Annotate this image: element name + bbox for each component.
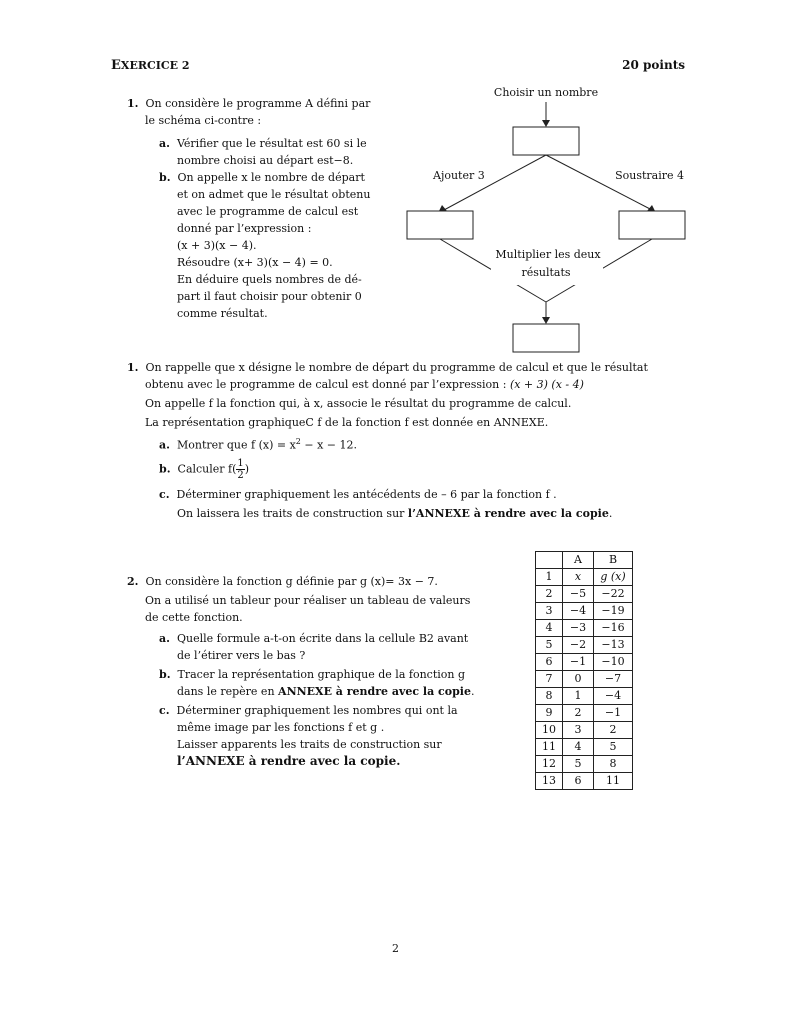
diagram-multiply-line1: Multiplier les deux <box>495 248 601 261</box>
q2-b-line2: dans le repère en <box>177 685 279 698</box>
cell-a: −5 <box>563 586 594 603</box>
row-number-cell: 5 <box>536 637 563 654</box>
q1-b-line5: (x + 3)(x − 4). <box>177 239 257 252</box>
q1b-c-line2: On laissera les traits de construction sur <box>177 506 408 520</box>
q1-b-line9: comme résultat. <box>177 307 268 320</box>
cell-a: x <box>563 569 594 586</box>
q1b-line1: On rappelle que x désigne le nombre de départ du programme de calcul et que le résultat <box>145 361 648 374</box>
diagram-right-label: Soustraire 4 <box>615 169 684 182</box>
q2-c-line3: Laisser apparents les traits de construction sur <box>177 738 442 751</box>
q2-c-line2: même image par les fonctions f et g . <box>177 721 385 734</box>
table-row <box>536 739 633 756</box>
q1b-a-exponent: 2 <box>295 437 301 446</box>
q1b-b-text: Calculer f( <box>177 462 237 476</box>
cell-b: 2 <box>594 722 633 739</box>
q2-line1: On considère la fonction g définie par g (x)= 3x − 7. <box>145 575 438 588</box>
cell-b: g (x) <box>594 569 633 586</box>
subq-label-a: a. <box>159 137 170 150</box>
cell-a: −3 <box>563 620 594 637</box>
table-row <box>536 722 633 739</box>
q1b-a-text: Montrer que f (x) = x <box>176 438 296 452</box>
cell-b: 8 <box>594 756 633 773</box>
row-number-cell: 8 <box>536 688 563 705</box>
q1-a-line1: Vérifier que le résultat est 60 si le <box>176 137 367 150</box>
q2-a-line2: de l’étirer vers le bas ? <box>177 649 306 662</box>
diagram-start-label: Choisir un nombre <box>493 86 599 99</box>
table-row <box>536 637 633 654</box>
cell-b: −4 <box>594 688 633 705</box>
program-flow-diagram <box>400 80 700 360</box>
values-table <box>535 551 633 790</box>
q2-line2: On a utilisé un tableur pour réaliser un tableau de valeurs <box>145 594 471 607</box>
corner-cell <box>536 552 563 569</box>
row-number-cell: 13 <box>536 773 563 790</box>
cell-a: −2 <box>563 637 594 654</box>
cell-b: −19 <box>594 603 633 620</box>
column-header-b: B <box>594 552 633 569</box>
row-number-cell: 3 <box>536 603 563 620</box>
subq-label-c: c. <box>159 704 170 717</box>
row-number-cell: 7 <box>536 671 563 688</box>
annex-instruction: ANNEXE à rendre avec la copie <box>278 685 471 698</box>
question-1 <box>127 95 397 322</box>
annex-instruction: l’ANNEXE à rendre avec la copie <box>407 506 609 520</box>
cell-b: −16 <box>594 620 633 637</box>
subq-label-b: b. <box>159 668 171 681</box>
points-label: 20 points <box>622 58 685 72</box>
row-number-cell: 4 <box>536 620 563 637</box>
add-result-box <box>407 211 473 239</box>
q1-b-line4: donné par l’expression : <box>177 222 312 235</box>
table-row <box>536 569 633 586</box>
q1-b-line1: On appelle x le nombre de départ <box>177 171 365 184</box>
output-box <box>513 324 579 352</box>
q2-c-line4: l’ANNEXE à rendre avec la copie. <box>177 754 401 768</box>
fraction-one-half: $\frac{1}{2}$ <box>237 457 244 481</box>
subq-label-c: c. <box>159 487 170 501</box>
cell-a: 6 <box>563 773 594 790</box>
row-number-cell: 1 <box>536 569 563 586</box>
q1b-line4: La représentation graphiqueC f de la fonction f est donnée en ANNEXE. <box>145 416 549 429</box>
cell-b: −10 <box>594 654 633 671</box>
cell-b: −22 <box>594 586 633 603</box>
q1b-a-text-end: − x − 12. <box>300 438 358 452</box>
page-number: 2 <box>392 942 399 955</box>
q1-a-line2: nombre choisi au départ est−8. <box>177 154 354 167</box>
table-row <box>536 756 633 773</box>
input-box <box>513 127 579 155</box>
arrow-head-1 <box>542 120 550 127</box>
arrow-right <box>546 155 652 210</box>
exercise-title: EXERCICE 2 <box>111 58 190 73</box>
q1-intro-line1: On considère le programme A défini par <box>145 97 371 110</box>
cell-b: 5 <box>594 739 633 756</box>
diagram-left-label: Ajouter 3 <box>433 169 485 182</box>
subq-label-a: a. <box>159 438 170 452</box>
row-number-cell: 12 <box>536 756 563 773</box>
table-row <box>536 671 633 688</box>
q1-b-line2: et on admet que le résultat obtenu <box>177 188 371 201</box>
subtract-result-box <box>619 211 685 239</box>
subq-label-a: a. <box>159 632 170 645</box>
table-row <box>536 603 633 620</box>
cell-a: 5 <box>563 756 594 773</box>
cell-a: 0 <box>563 671 594 688</box>
cell-b: −7 <box>594 671 633 688</box>
cell-a: −4 <box>563 603 594 620</box>
subq-label-b: b. <box>159 462 171 476</box>
cell-a: 3 <box>563 722 594 739</box>
row-number-cell: 10 <box>536 722 563 739</box>
diagram-multiply-line2: résultats <box>521 266 571 279</box>
row-number-cell: 2 <box>536 586 563 603</box>
arrow-left <box>444 155 546 210</box>
row-number-cell: 9 <box>536 705 563 722</box>
q1-b-line7: En déduire quels nombres de dé- <box>177 273 362 286</box>
column-header-a: A <box>563 552 594 569</box>
row-number-cell: 6 <box>536 654 563 671</box>
table-row <box>536 620 633 637</box>
subq-label-b: b. <box>159 171 171 184</box>
values-table-body <box>536 552 633 790</box>
cell-a: 2 <box>563 705 594 722</box>
question-2: 2. On considère la fonction g définie par g (x)= 3x − 7. On a utilisé un tableur pour réaliser un tableau de valeurs de cette fonction. a. Quelle formule a-t-on écrite dans la cellule B2 avant de l’étirer vers le bas ? b. Tracer la représentation graphique de la fonction g dans le repère en ANNEXE à rendre avec la copie. c. Déterminer graphiquement les nombres qui ont la même image par les fonctions f et g . Laisser apparents les traits de construction sur l’ANNEXE à rendre avec la copie. <box>127 573 517 770</box>
table-row <box>536 773 633 790</box>
q2-line3: de cette fonction. <box>145 611 243 624</box>
q1-intro-line2: le schéma ci-contre : <box>145 114 262 127</box>
cell-b: −13 <box>594 637 633 654</box>
q2-c-line1: Déterminer graphiquement les nombres qui ont la <box>176 704 458 717</box>
q1-b-line6: Résoudre (x+ 3)(x − 4) = 0. <box>177 256 333 269</box>
table-row <box>536 654 633 671</box>
q1b-c-line1: Déterminer graphiquement les antécédents de – 6 par la fonction f . <box>176 487 557 501</box>
arrow-head-2 <box>542 317 550 324</box>
cell-a: 1 <box>563 688 594 705</box>
q2-a-line1: Quelle formule a-t-on écrite dans la cellule B2 avant <box>176 632 469 645</box>
cell-a: −1 <box>563 654 594 671</box>
table-row <box>536 705 633 722</box>
table-row <box>536 586 633 603</box>
q1-b-line3: avec le programme de calcul est <box>177 205 359 218</box>
q1b-expression: (x + 3) (x - 4) <box>509 378 584 391</box>
table-header-row <box>536 552 633 569</box>
q2-b-line1: Tracer la représentation graphique de la fonction g <box>177 668 465 681</box>
cell-b: 11 <box>594 773 633 790</box>
question-number: 2. <box>127 575 139 588</box>
row-number-cell: 11 <box>536 739 563 756</box>
question-number: 1. <box>127 97 139 110</box>
question-1-function-f: 1. On rappelle que x désigne le nombre de départ du programme de calcul et que le résultat obtenu avec le programme de calcul est donné par l’expression : (x + 3) (x - 4) On appelle f la fonction qui, à x, associe le résultat du programme de calcul. La représentation graphiqueC f de la fonction f est donnée en ANNEXE. a. Montrer que f $(x) = x^2 - x - 12$. b. Calculer f( $\frac{1}{2}$ ) c. Déterminer graphiquement les antécédents de – 6 par la fonction f . On laissera les traits de construction sur l’ANNEXE à rendre avec la copie. <box>127 359 707 522</box>
q1-b-line8: part il faut choisir pour obtenir 0 <box>177 290 362 303</box>
cell-a: 4 <box>563 739 594 756</box>
q1b-line2: obtenu avec le programme de calcul est donné par l’expression : <box>145 378 510 391</box>
cell-b: −1 <box>594 705 633 722</box>
question-number: 1. <box>127 361 139 374</box>
table-row <box>536 688 633 705</box>
q1b-line3: On appelle f la fonction qui, à x, associe le résultat du programme de calcul. <box>145 397 572 410</box>
